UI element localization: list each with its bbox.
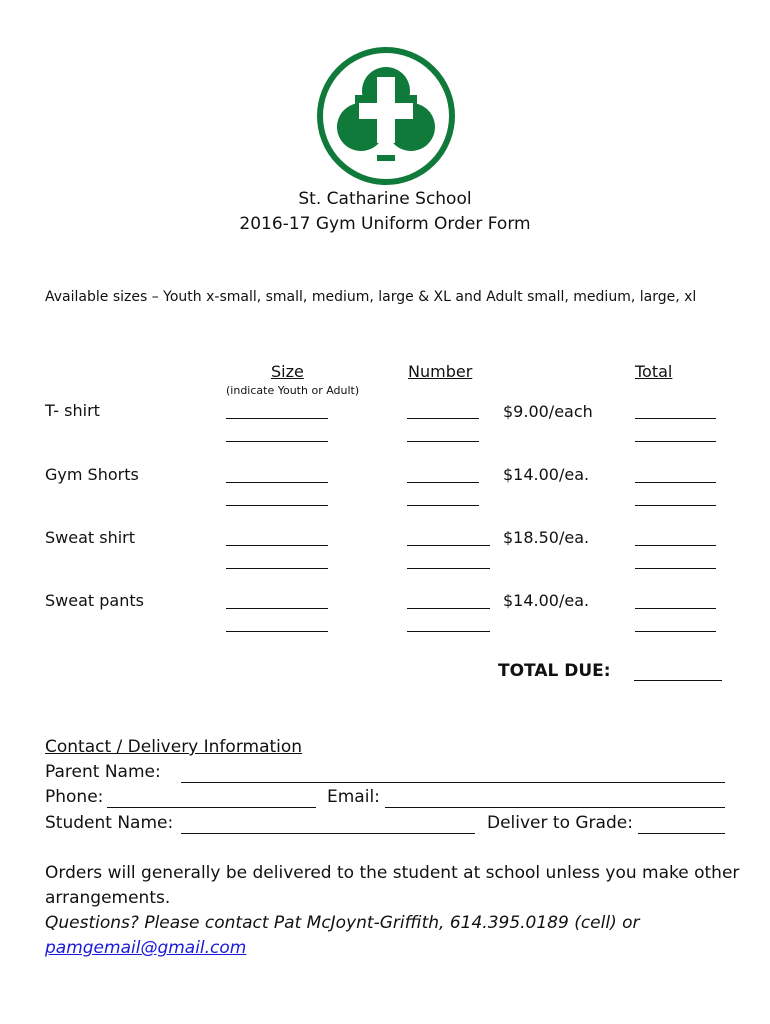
email-label: Email: (327, 787, 380, 807)
col-number-header: Number (408, 362, 473, 381)
school-name: St. Catharine School (298, 189, 472, 209)
form-title: 2016-17 Gym Uniform Order Form (239, 214, 531, 234)
size-line[interactable] (226, 505, 328, 506)
deliver-grade-field[interactable] (638, 833, 725, 834)
item-price: $18.50/ea. (503, 528, 590, 547)
number-line[interactable] (407, 608, 490, 609)
student-name-field[interactable] (181, 833, 475, 834)
total-line[interactable] (635, 418, 716, 419)
questions-note: Questions? Please contact Pat McJoynt-Griffith, 614.395.0189 (cell) or (45, 913, 640, 933)
item-name: Sweat pants (45, 591, 144, 610)
col-size-hint: (indicate Youth or Adult) (226, 384, 360, 397)
item-price: $14.00/ea. (503, 465, 590, 484)
total-line[interactable] (635, 568, 716, 569)
number-line[interactable] (407, 482, 479, 483)
number-line[interactable] (407, 441, 479, 442)
size-line[interactable] (226, 608, 328, 609)
number-line[interactable] (407, 418, 479, 419)
col-size-header: Size (271, 362, 304, 381)
number-line[interactable] (407, 545, 490, 546)
phone-label: Phone: (45, 787, 104, 807)
contact-email-link[interactable]: pamgemail@gmail.com (45, 938, 247, 958)
parent-name-label: Parent Name: (45, 762, 161, 782)
size-line[interactable] (226, 418, 328, 419)
contact-heading: Contact / Delivery Information (45, 737, 303, 757)
total-line[interactable] (635, 545, 716, 546)
item-name: Sweat shirt (45, 528, 136, 547)
phone-field[interactable] (107, 807, 316, 808)
total-line[interactable] (635, 608, 716, 609)
col-total-header: Total (635, 362, 673, 381)
number-line[interactable] (407, 568, 490, 569)
student-name-label: Student Name: (45, 813, 174, 833)
shamrock-logo-icon (315, 45, 457, 187)
delivery-note-line1: Orders will generally be delivered to the student at school unless you make other (45, 863, 740, 883)
size-line[interactable] (226, 631, 328, 632)
deliver-grade-label: Deliver to Grade: (487, 813, 633, 833)
total-line[interactable] (635, 631, 716, 632)
delivery-note-line2: arrangements. (45, 888, 171, 908)
item-name: T- shirt (45, 401, 100, 420)
email-field[interactable] (385, 807, 725, 808)
number-line[interactable] (407, 505, 479, 506)
total-due-label: TOTAL DUE: (498, 661, 611, 681)
item-name: Gym Shorts (45, 465, 139, 484)
total-line[interactable] (635, 505, 716, 506)
sizes-note: Available sizes – Youth x-small, small, medium, large & XL and Adult small, medium, large, xl (45, 289, 697, 305)
item-price: $14.00/ea. (503, 591, 590, 610)
item-price: $9.00/each (503, 402, 593, 421)
parent-name-field[interactable] (181, 782, 725, 783)
number-line[interactable] (407, 631, 490, 632)
size-line[interactable] (226, 568, 328, 569)
total-line[interactable] (635, 482, 716, 483)
total-due-line[interactable] (634, 680, 722, 681)
size-line[interactable] (226, 441, 328, 442)
size-line[interactable] (226, 545, 328, 546)
size-line[interactable] (226, 482, 328, 483)
total-line[interactable] (635, 441, 716, 442)
